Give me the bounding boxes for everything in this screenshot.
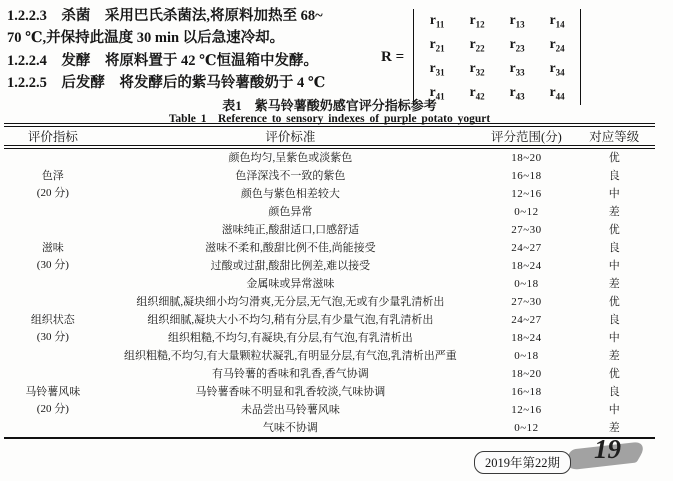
table-row: [4, 185, 655, 203]
group-label-potato-flavor: 马铃薯风味 (20 分): [25, 386, 81, 415]
grade-cell: 优: [608, 152, 620, 164]
methods-paragraph: [7, 5, 381, 95]
table-row: [4, 365, 655, 383]
score-range-cell: 18~24: [511, 260, 542, 272]
group-label-texture: 组织状态 (30 分): [30, 314, 75, 343]
matrix-entry: $r_{43}$: [509, 84, 525, 102]
method-line-post-fermentation: 1.2.2.5 后发酵 将发酵后的紫马铃薯酸奶于 4 ℃: [7, 75, 326, 92]
grade-cell: 优: [608, 368, 620, 380]
header-eval-criteria: 评价标准: [102, 125, 480, 147]
matrix-entry: $r_{33}$: [509, 60, 525, 78]
grade-cell: 良: [608, 386, 620, 398]
matrix-entry: $r_{21}$: [429, 36, 445, 54]
table-row: [4, 311, 655, 329]
matrix-entry: $r_{41}$: [429, 84, 445, 102]
table-row: [4, 347, 655, 365]
table-caption-zh: 表1 紫马铃薯酸奶感官评分指标参考: [222, 98, 437, 113]
matrix-entry: $r_{23}$: [509, 36, 525, 54]
table-header-row: [4, 125, 655, 147]
matrix-entry: $r_{13}$: [509, 12, 525, 30]
header-grade: 对应等级: [574, 125, 655, 147]
criteria-cell: 滋味不柔和,酸甜比例不佳,尚能接受: [205, 242, 376, 254]
matrix-entry: $r_{44}$: [549, 84, 565, 102]
criteria-cell: 马铃薯香味不明显和乳香较淡,气味协调: [195, 386, 386, 398]
criteria-cell: 有马铃薯的香味和乳香,香气协调: [212, 368, 369, 380]
matrix-entry: $r_{11}$: [429, 12, 445, 30]
grade-cell: 差: [608, 422, 620, 434]
grade-cell: 差: [608, 350, 620, 362]
method-line-fermentation: 1.2.2.4 发酵 将原料置于 42 ℃恒温箱中发酵。: [7, 52, 318, 69]
table-row: [4, 419, 655, 438]
score-range-cell: 0~18: [514, 278, 539, 290]
criteria-cell: 气味不协调: [262, 422, 318, 434]
correlation-matrix: [381, 8, 581, 106]
grade-cell: 差: [608, 278, 620, 290]
table-row: [4, 383, 655, 401]
grade-cell: 中: [608, 404, 620, 416]
table-row: [4, 167, 655, 185]
matrix-entry: $r_{12}$: [469, 12, 485, 30]
criteria-cell: 金属味或异常滋味: [246, 278, 335, 290]
matrix-entry: $r_{31}$: [429, 60, 445, 78]
matrix-entry: $r_{34}$: [549, 60, 565, 78]
issue-badge: 2019年第22期: [474, 451, 571, 474]
table-row: [4, 147, 655, 167]
table-row: [4, 329, 655, 347]
score-range-cell: 0~18: [514, 350, 539, 362]
grade-cell: 良: [608, 314, 620, 326]
criteria-cell: 色泽深浅不一致的紫色: [235, 170, 346, 182]
score-range-cell: 16~18: [511, 170, 542, 182]
matrix-grid: [413, 9, 581, 105]
method-line-sterilization: 1.2.2.3 杀菌 采用巴氏杀菌法,将原料加热至 68~: [7, 8, 323, 24]
grade-cell: 优: [608, 224, 620, 236]
matrix-entry: $r_{22}$: [469, 36, 485, 54]
score-range-cell: 12~16: [511, 188, 542, 200]
score-range-cell: 24~27: [511, 314, 542, 326]
matrix-entry: $r_{32}$: [469, 60, 485, 78]
group-label-taste: 滋味 (30 分): [36, 242, 69, 271]
matrix-entry: $r_{42}$: [469, 84, 485, 102]
page-footer: [468, 434, 658, 479]
criteria-cell: 滋味纯正,酸甜适口,口感舒适: [221, 224, 360, 236]
grade-cell: 中: [608, 332, 620, 344]
criteria-cell: 组织细腻,凝块细小均匀滑爽,无分层,无气泡,无或有少量乳清析出: [136, 296, 445, 308]
table-row: [4, 401, 655, 419]
score-range-cell: 18~20: [511, 368, 542, 380]
matrix-lhs: R =: [381, 48, 405, 65]
table-caption-en: Table 1 Reference to sensory indexes of purple potato yogurt: [168, 113, 491, 125]
grade-cell: 良: [608, 242, 620, 254]
score-range-cell: 24~27: [511, 242, 542, 254]
score-range-cell: 18~24: [511, 332, 542, 344]
header-eval-index: 评价指标: [4, 125, 102, 147]
criteria-cell: 组织粗糙,不均匀,有凝块,有分层,有气泡,有乳清析出: [168, 332, 413, 344]
grade-cell: 中: [608, 260, 620, 272]
criteria-cell: 颜色与紫色相差较大: [240, 188, 340, 200]
page-number: 19: [594, 434, 621, 464]
grade-cell: 中: [608, 188, 620, 200]
score-range-cell: 0~12: [514, 422, 539, 434]
grade-cell: 优: [608, 296, 620, 308]
grade-cell: 差: [608, 206, 620, 218]
table-row: [4, 239, 655, 257]
table-row: [4, 257, 655, 275]
criteria-cell: 组织细腻,凝块大小不均匀,稍有分层,有少量气泡,有乳清析出: [147, 314, 434, 326]
score-range-cell: 12~16: [511, 404, 542, 416]
criteria-cell: 过酸或过甜,酸甜比例差,难以接受: [210, 260, 371, 272]
score-range-cell: 27~30: [511, 296, 542, 308]
table-row: [4, 203, 655, 221]
sensory-score-table: [4, 123, 655, 439]
grade-cell: 良: [608, 170, 620, 182]
score-range-cell: 18~20: [511, 152, 542, 164]
score-range-cell: 16~18: [511, 386, 542, 398]
matrix-entry: $r_{24}$: [549, 36, 565, 54]
group-label-color: 色泽 (20 分): [36, 170, 69, 199]
header-score-range: 评分范围(分): [479, 125, 573, 147]
table-row: [4, 275, 655, 293]
criteria-cell: 组织粗糙,不均匀,有大量颗粒状凝乳,有明显分层,有气泡,乳清析出严重: [124, 350, 457, 362]
criteria-cell: 颜色异常: [268, 206, 313, 218]
score-range-cell: 0~12: [514, 206, 539, 218]
score-range-cell: 27~30: [511, 224, 542, 236]
criteria-cell: 未品尝出马铃薯风味: [240, 404, 340, 416]
method-line-sterilization-cont: 70 ℃,并保持此温度 30 min 以后急速冷却。: [7, 30, 285, 47]
table-row: [4, 293, 655, 311]
table-row: [4, 221, 655, 239]
criteria-cell: 颜色均匀,呈紫色或淡紫色: [228, 152, 353, 164]
matrix-entry: $r_{14}$: [549, 12, 565, 30]
